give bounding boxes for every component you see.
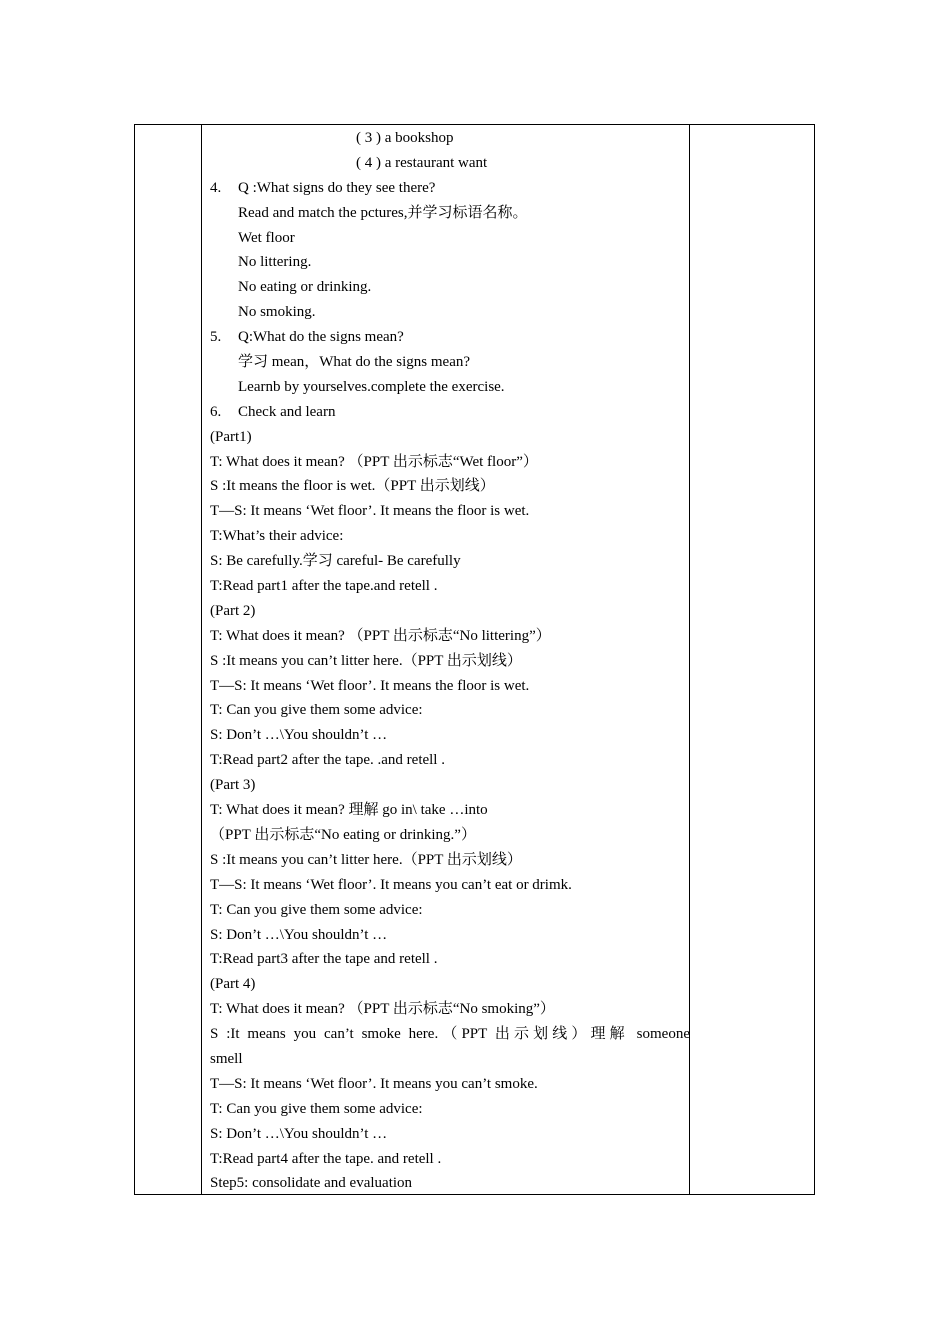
line-text: Read and match the pctures,并学习标语名称。: [238, 204, 528, 221]
column-divider-1: [201, 125, 202, 1194]
line-text: Learnb by yourselves.complete the exercise.: [238, 378, 505, 395]
text-line: [210, 325, 690, 350]
line-text: Check and learn: [238, 403, 336, 420]
line-text: No littering.: [238, 254, 312, 271]
text-line: [210, 1171, 690, 1196]
list-number: 4.: [210, 179, 222, 196]
text-line: [210, 898, 690, 923]
text-line: [210, 923, 690, 948]
text-line: [210, 275, 690, 300]
text-line: [210, 574, 690, 599]
line-text: T:Read part3 after the tape and retell .: [210, 951, 438, 968]
line-text: T: Can you give them some advice:: [210, 1100, 423, 1117]
line-text: ( 3 ) a bookshop: [356, 130, 454, 146]
line-text: T: Can you give them some advice:: [210, 702, 423, 719]
line-text: T: Can you give them some advice:: [210, 901, 423, 918]
line-text: T:Read part4 after the tape. and retell .: [210, 1150, 442, 1167]
text-line: [210, 599, 690, 624]
line-text: (Part 3): [210, 777, 256, 794]
line-text: T: What does it mean? （PPT 出示标志“Wet floor”）: [210, 453, 538, 470]
line-text: (Part1): [210, 428, 252, 445]
text-line: [210, 649, 690, 674]
text-line: [210, 1022, 690, 1047]
text-line: [210, 350, 690, 375]
line-text: Q:What do the signs mean?: [238, 329, 404, 346]
text-line: [210, 250, 690, 275]
line-text: （PPT 出示标志“No eating or drinking.”）: [210, 826, 476, 843]
list-number: 5.: [210, 329, 222, 346]
line-text: S :It means you can’t litter here.（PPT 出示划线）: [210, 851, 522, 868]
line-text: S: Don’t …\You shouldn’t …: [210, 1125, 388, 1142]
text-line: [210, 226, 690, 251]
text-line: [210, 300, 690, 325]
line-text: Wet floor: [238, 229, 295, 246]
text-line: [210, 450, 690, 475]
lesson-plan-table: [134, 124, 815, 1195]
text-line: [210, 947, 690, 972]
text-line: [210, 549, 690, 574]
teaching-procedure-cell: [210, 126, 690, 1196]
text-line: [210, 400, 690, 425]
line-text: S: Be carefully.学习 careful- Be carefully: [210, 553, 461, 570]
text-line: [210, 375, 690, 400]
line-text: (Part 4): [210, 976, 256, 993]
line-text: T—S: It means ‘Wet floor’. It means the floor is wet.: [210, 503, 530, 520]
line-text: S :It means the floor is wet.（PPT 出示划线）: [210, 478, 495, 495]
text-line: [210, 1047, 690, 1072]
line-text: Step5: consolidate and evaluation: [210, 1175, 413, 1192]
line-text: S: Don’t …\You shouldn’t …: [210, 727, 388, 744]
text-line: [210, 524, 690, 549]
line-text: smell: [210, 1050, 243, 1067]
line-text: S: Don’t …\You shouldn’t …: [210, 926, 388, 943]
text-line: [210, 823, 690, 848]
line-text: T: What does it mean? （PPT 出示标志“No littering”）: [210, 627, 551, 644]
list-number: 6.: [210, 403, 222, 420]
text-line: [210, 773, 690, 798]
text-line: [210, 848, 690, 873]
text-line: [210, 873, 690, 898]
line-text: Q :What signs do they see there?: [238, 179, 436, 196]
line-text: T—S: It means ‘Wet floor’. It means the floor is wet.: [210, 677, 530, 694]
text-line: [210, 798, 690, 823]
line-text: T—S: It means ‘Wet floor’. It means you can’t smoke.: [210, 1075, 538, 1092]
line-text: T: What does it mean? 理解 go in\ take …into: [210, 802, 488, 819]
text-line: [210, 674, 690, 699]
line-text: No smoking.: [238, 304, 316, 321]
text-line: [210, 1097, 690, 1122]
line-text: T:Read part2 after the tape. .and retell .: [210, 752, 445, 769]
line-text: T: What does it mean? （PPT 出示标志“No smoking”）: [210, 1001, 555, 1018]
text-line: [210, 1147, 690, 1172]
text-line: [210, 151, 690, 176]
text-line: [210, 126, 690, 151]
line-text: No eating or drinking.: [238, 279, 372, 296]
text-line: [210, 474, 690, 499]
line-text: ( 4 ) a restaurant want: [356, 154, 488, 171]
text-line: [210, 997, 690, 1022]
text-line: [210, 748, 690, 773]
line-text: T:What’s their advice:: [210, 528, 344, 545]
text-line: [210, 1072, 690, 1097]
line-text: T:Read part1 after the tape.and retell .: [210, 578, 438, 595]
text-line: [210, 624, 690, 649]
text-line: [210, 425, 690, 450]
text-line: [210, 499, 690, 524]
line-text: 学习 mean，What do the signs mean?: [238, 354, 471, 371]
text-line: [210, 1122, 690, 1147]
line-text: S :It means you can’t smoke here.（PPT 出示划线）理解 someone: [210, 1026, 690, 1043]
line-text: T—S: It means ‘Wet floor’. It means you can’t eat or drimk.: [210, 876, 572, 893]
text-line: [210, 201, 690, 226]
line-text: S :It means you can’t litter here.（PPT 出示划线）: [210, 652, 522, 669]
text-line: [210, 972, 690, 997]
text-line: [210, 723, 690, 748]
text-line: [210, 176, 690, 201]
line-text: (Part 2): [210, 602, 256, 619]
text-line: [210, 698, 690, 723]
